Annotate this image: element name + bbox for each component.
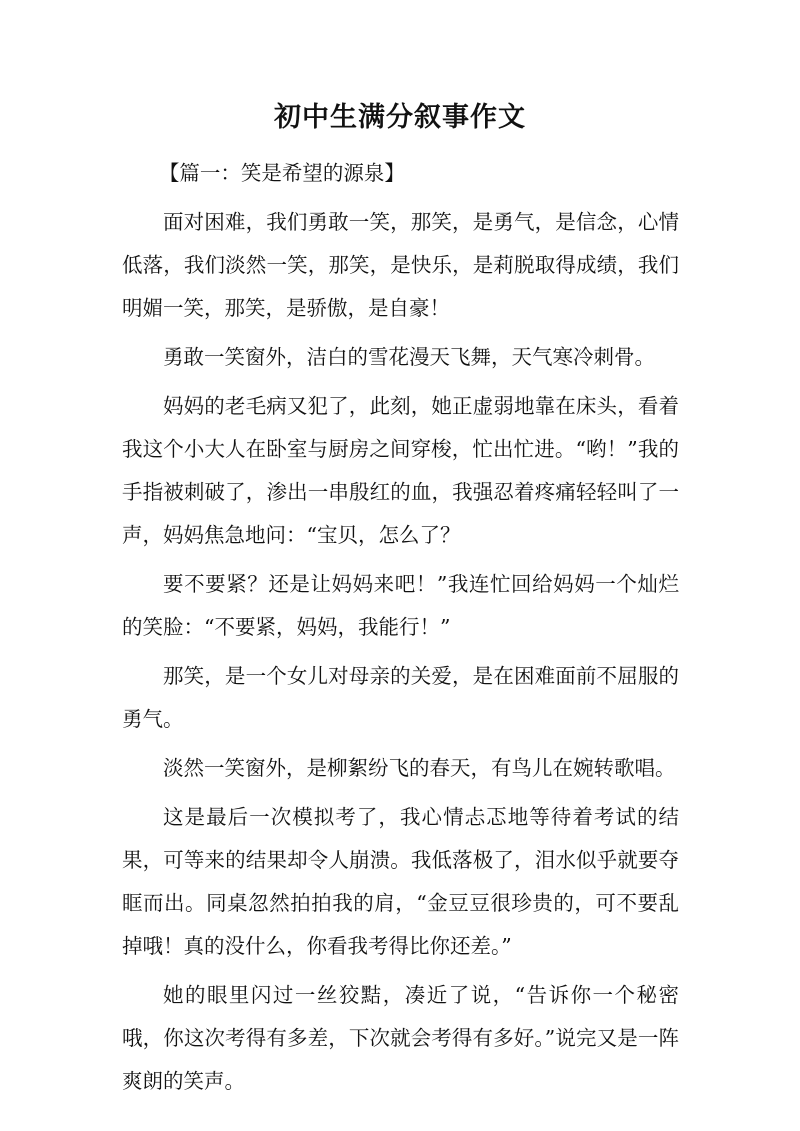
paragraph-2: 勇敢一笑窗外，洁白的雪花漫天飞舞，天气寒冷刺骨。 <box>163 345 655 369</box>
document-body <box>122 152 679 1109</box>
paragraph-6: 淡然一笑窗外，是柳絮纷飞的春天，有鸟儿在婉转歌唱。 <box>163 756 676 780</box>
paragraph-7: 这是最后一次模拟考了，我心情忐忑地等待着考试的结果，可等来的结果却令人崩溃。我低落极了，泪水似乎就要夺眶而出。同桌忽然拍拍我的肩，“金豆豆很珍贵的，可不要乱掉哦！真的没什么，你看我考得比你还差。” <box>122 805 679 958</box>
section-heading: 【篇一：笑是希望的源泉】 <box>158 161 405 185</box>
paragraph-4: 要不要紧？还是让妈妈来吧！”我连忙回给妈妈一个灿烂的笑脸：“不要紧，妈妈，我能行！” <box>122 572 679 639</box>
paragraph-8: 她的眼里闪过一丝狡黠，凑近了说，“告诉你一个秘密哦，你这次考得有多差，下次就会考得有多好。”说完又是一阵爽朗的笑声。 <box>122 983 679 1093</box>
paragraph-3: 妈妈的老毛病又犯了，此刻，她正虚弱地靠在床头，看着我这个小大人在卧室与厨房之间穿梭，忙出忙进。“哟！”我的手指被刺破了，渗出一串殷红的血，我强忍着疼痛轻轻叫了一声，妈妈焦急地问：“宝贝，怎么了？ <box>122 394 679 547</box>
paragraph-1: 面对困难，我们勇敢一笑，那笑，是勇气，是信念，心情低落，我们淡然一笑，那笑，是快乐，是莉脱取得成绩，我们明媚一笑，那笑，是骄傲，是自豪！ <box>122 210 679 320</box>
paragraph-5: 那笑，是一个女儿对母亲的关爱，是在困难面前不屈服的勇气。 <box>122 664 679 731</box>
document-title: 初中生满分叙事作文 <box>274 102 526 133</box>
